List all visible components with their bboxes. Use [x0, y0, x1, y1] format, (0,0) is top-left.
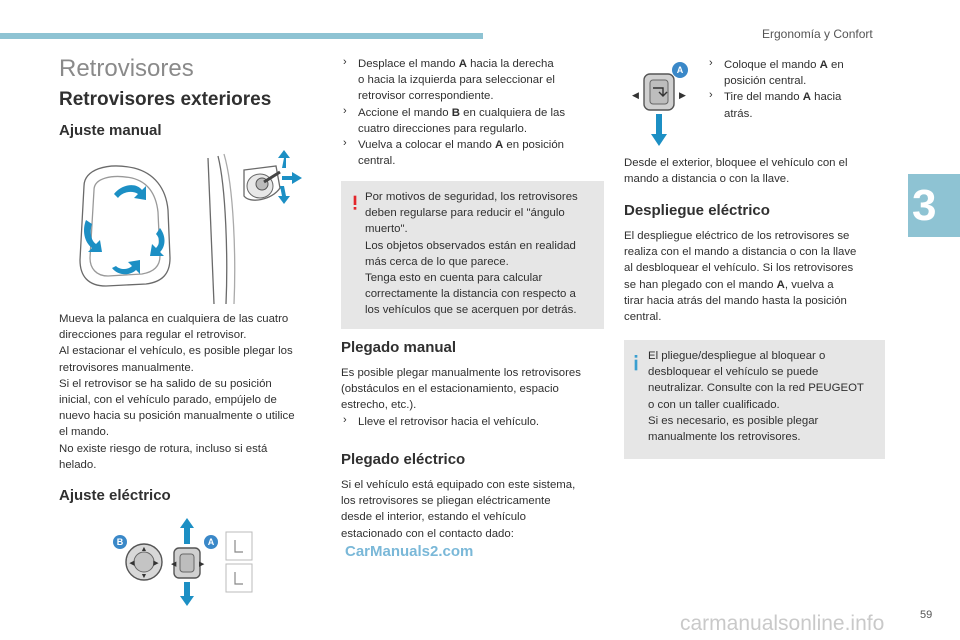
text-span: Accione el mando [358, 106, 452, 119]
text-span: Coloque el mando [724, 59, 820, 71]
text-line: helado. [59, 458, 97, 471]
badge-a-label: A [676, 65, 684, 75]
control-letter: A [494, 139, 504, 152]
text-line: inicial, con el vehículo parado, empújelo de [59, 394, 277, 407]
text-line: correctamente la distancia con respecto a [365, 288, 576, 301]
svg-text:▼: ▼ [140, 573, 148, 580]
text-line: Al estacionar el vehículo, es posible plegar los [59, 345, 293, 358]
text-line: Tenga esto en cuenta para calcular [365, 272, 543, 285]
text-span: hacia [810, 91, 842, 104]
text-line: o con un taller cualificado. [648, 398, 780, 411]
text-line: los vehículos que se acerquen por detrás. [365, 304, 577, 317]
mirror-adjust-illustration [76, 148, 314, 304]
control-letter: A [458, 58, 467, 70]
svg-text:◀: ◀ [171, 561, 177, 568]
bullet-item [341, 137, 606, 169]
text-line: Por motivos de seguridad, los retrovisores [365, 191, 578, 203]
header-accent-bar [0, 33, 483, 39]
text-span: se han plegado con el mando [624, 278, 777, 291]
text-span: en posición [503, 139, 565, 152]
text-line: Los objetos observados están en realidad [365, 239, 576, 252]
text-span: Vuelva a colocar el mando [358, 139, 495, 152]
text-line: Mueva la palanca en cualquiera de las cuatro [59, 313, 289, 325]
warning-icon [353, 193, 357, 213]
text-line: No existe riesgo de rotura, incluso si está [59, 442, 268, 455]
text-line: los retrovisores se pliegan eléctricamente [341, 495, 551, 508]
text-line: cuatro direcciones para regularlo. [358, 122, 528, 135]
svg-text:▲: ▲ [140, 546, 148, 553]
right-bullets [707, 57, 887, 122]
text-line: posición central. [724, 75, 807, 88]
bullet-item [707, 89, 887, 121]
control-letter: B [451, 106, 460, 119]
text-line: estrecho, etc.). [341, 399, 417, 412]
electric-control-illustration [110, 516, 260, 608]
text-span: Desplace el mando [358, 58, 459, 70]
text-line: Si el vehículo está equipado con este sistema, [341, 479, 576, 491]
text-span: en cualquiera de las [459, 106, 566, 119]
text-line: realiza con el mando a distancia o con la llave [624, 246, 857, 259]
badge-b-label: B [116, 537, 124, 547]
control-letter: A [802, 91, 811, 104]
text-line: más cerca de lo que parece. [365, 255, 509, 268]
heading-plegado-electrico: Plegado eléctrico [341, 451, 466, 468]
text-line: central. [624, 311, 662, 324]
text-span: Tire del mando [724, 91, 803, 104]
text-line: El despliegue eléctrico de los retrovisores se [624, 230, 850, 242]
control-letter: A [819, 59, 828, 71]
text-span: , vuelva a [784, 278, 834, 291]
text-line: desbloquear el vehículo se puede [648, 366, 819, 379]
despliegue-text [624, 228, 894, 325]
svg-text:▶: ▶ [199, 561, 205, 568]
info-icon [634, 352, 638, 374]
text-line: retrovisor correspondiente. [358, 90, 494, 103]
page-number: 59 [920, 609, 933, 621]
text-line: atrás. [724, 107, 753, 120]
svg-text:▶: ▶ [153, 560, 159, 567]
bullet-item [707, 57, 887, 89]
text-line: nuevo hacia su posición manualmente o utilice [59, 410, 295, 423]
heading-despliegue-electrico: Despliegue eléctrico [624, 202, 770, 219]
electric-fold-text [341, 477, 609, 542]
text-line: El pliegue/despliegue al bloquear o [648, 350, 826, 362]
info-box [624, 340, 885, 459]
section-title: Ergonomía y Confort [762, 27, 873, 41]
svg-text:◀: ◀ [129, 560, 135, 567]
text-line: direcciones para regular el retrovisor. [59, 329, 247, 342]
control-letter: A [776, 278, 785, 291]
badge-a-label: A [207, 537, 215, 547]
text-line: deben regularse para reducir el "ángulo [365, 207, 565, 220]
text-line: manualmente los retrovisores. [648, 431, 801, 444]
bullet-item [341, 105, 606, 137]
heading-retrovisores-exteriores: Retrovisores exteriores [59, 89, 272, 110]
page-title: Retrovisores [59, 55, 194, 82]
text-line: desde el interior, estando el vehículo [341, 511, 526, 524]
text-line: tirar hacia atrás del mando hasta la posición [624, 294, 847, 307]
text-span: en [827, 59, 844, 71]
manual-fold-text [341, 365, 609, 430]
warning-box [341, 181, 604, 329]
text-line: el mando. [59, 426, 110, 439]
lock-text [624, 155, 894, 187]
bullet-item: › Lleve el retrovisor hacia el vehículo. [358, 415, 540, 428]
watermark-carmanualsonline[interactable]: carmanualsonline.info [680, 612, 885, 635]
text-line: o hacia la izquierda para seleccionar el [358, 74, 555, 87]
text-line: Es posible plegar manualmente los retrovisores [341, 367, 581, 379]
text-line: retrovisores manualmente. [59, 361, 194, 374]
svg-text:◀: ◀ [632, 90, 639, 100]
text-span: hacia la derecha [466, 58, 554, 70]
bullet-item [341, 56, 606, 105]
text-line: (obstáculos en el estacionamiento, espacio [341, 383, 559, 396]
svg-text:▶: ▶ [679, 90, 686, 100]
heading-ajuste-manual: Ajuste manual [59, 122, 162, 139]
text-line: al desbloquear el vehículo. Si los retrovisores [624, 262, 854, 275]
text-line: neutralizar. Consulte con la red PEUGEOT [648, 382, 864, 395]
text-line: mando a distancia o con la llave. [624, 173, 790, 186]
text-line: estacionado con el contacto dado: [341, 527, 514, 540]
text-line: muerto". [365, 223, 408, 236]
text-line: Si el retrovisor se ha salido de su posición [59, 377, 272, 390]
watermark-carmanuals2[interactable]: CarManuals2.com [345, 543, 474, 560]
fold-control-illustration [624, 58, 694, 150]
text-line: Desde el exterior, bloquee el vehículo con el [624, 157, 848, 169]
middle-bullets [341, 56, 606, 169]
text-line: central. [358, 155, 396, 168]
heading-plegado-manual: Plegado manual [341, 339, 457, 356]
chapter-tab: 3 [908, 174, 960, 237]
text-line: Si es necesario, es posible plegar [648, 414, 819, 427]
manual-adjust-text [59, 311, 321, 473]
heading-ajuste-electrico: Ajuste eléctrico [59, 487, 171, 504]
